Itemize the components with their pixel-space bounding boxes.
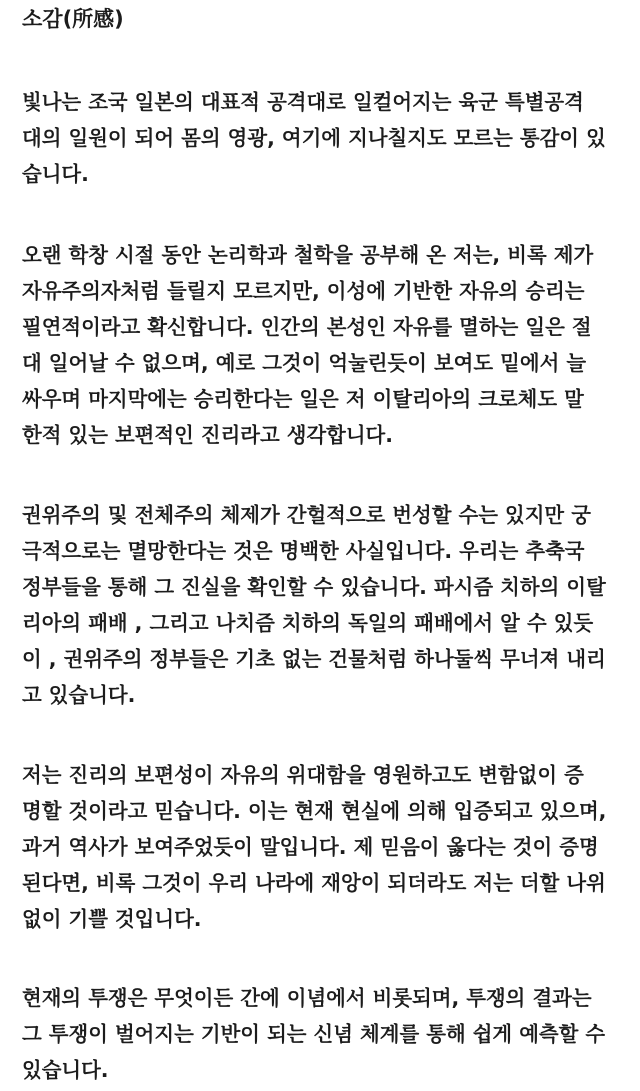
text-line: 명할 것이라고 믿습니다. 이는 현재 현실에 의해 입증되고 있으며, <box>22 799 607 823</box>
paragraph-1 <box>22 84 606 192</box>
text-line: 대의 일원이 되어 몸의 영광, 여기에 지나칠지도 모르는 통감이 있 <box>22 126 606 150</box>
text-line: 대 일어날 수 없으며, 예로 그것이 억눌린듯이 보여도 밑에서 늘 <box>22 351 587 375</box>
text-line: 자유주의자처럼 들릴지 모르지만, 이성에 기반한 자유의 승리는 <box>22 279 585 303</box>
paragraph-5 <box>22 980 605 1088</box>
text-line: 빛나는 조국 일본의 대표적 공격대로 일컬어지는 육군 특별공격 <box>22 90 584 114</box>
text-line: 습니다. <box>22 162 89 186</box>
paragraph-3 <box>22 497 606 713</box>
text-line: 현재의 투쟁은 무엇이든 간에 이념에서 비롯되며, 투쟁의 결과는 <box>22 986 592 1010</box>
paragraph-2 <box>22 237 593 453</box>
text-line: 과거 역사가 보여주었듯이 말입니다. 제 믿음이 옳다는 것이 증명 <box>22 835 599 859</box>
text-line: 없이 기쁠 것입니다. <box>22 907 202 931</box>
paragraph-4 <box>22 757 606 937</box>
text-line: 저는 진리의 보편성이 자유의 위대함을 영원하고도 변함없이 증 <box>22 763 584 787</box>
text-line: 정부들을 통해 그 진실을 확인할 수 있습니다. 파시즘 치하의 이탈 <box>22 575 606 599</box>
text-line: 고 있습니다. <box>22 683 136 707</box>
text-line: 오랜 학창 시절 동안 논리학과 철학을 공부해 온 저는, 비록 제가 <box>22 243 594 267</box>
text-line: 극적으로는 멸망한다는 것은 명백한 사실입니다. 우리는 추축국 <box>22 539 585 563</box>
text-line: 권위주의 및 전체주의 체제가 간헐적으로 번성할 수는 있지만 궁 <box>22 503 591 527</box>
text-line: 된다면, 비록 그것이 우리 나라에 재앙이 되더라도 저는 더할 나위 <box>22 871 606 895</box>
text-line: 이 , 권위주의 정부들은 기초 없는 건물처럼 하나둘씩 무너져 내리 <box>22 647 606 671</box>
text-line: 그 투쟁이 벌어지는 기반이 되는 신념 체계를 통해 쉽게 예측할 수 <box>22 1022 606 1046</box>
text-line: 싸우며 마지막에는 승리한다는 일은 저 이탈리아의 크로체도 말 <box>22 387 584 411</box>
document-title: 소감(所感) <box>22 7 124 31</box>
text-line: 필연적이라고 확신합니다. 인간의 본성인 자유를 멸하는 일은 절 <box>22 315 592 339</box>
text-line: 리아의 패배 , 그리고 나치즘 치하의 독일의 패배에서 알 수 있듯 <box>22 611 594 635</box>
text-line: 있습니다. <box>22 1058 109 1082</box>
text-line: 한적 있는 보편적인 진리라고 생각합니다. <box>22 423 393 447</box>
